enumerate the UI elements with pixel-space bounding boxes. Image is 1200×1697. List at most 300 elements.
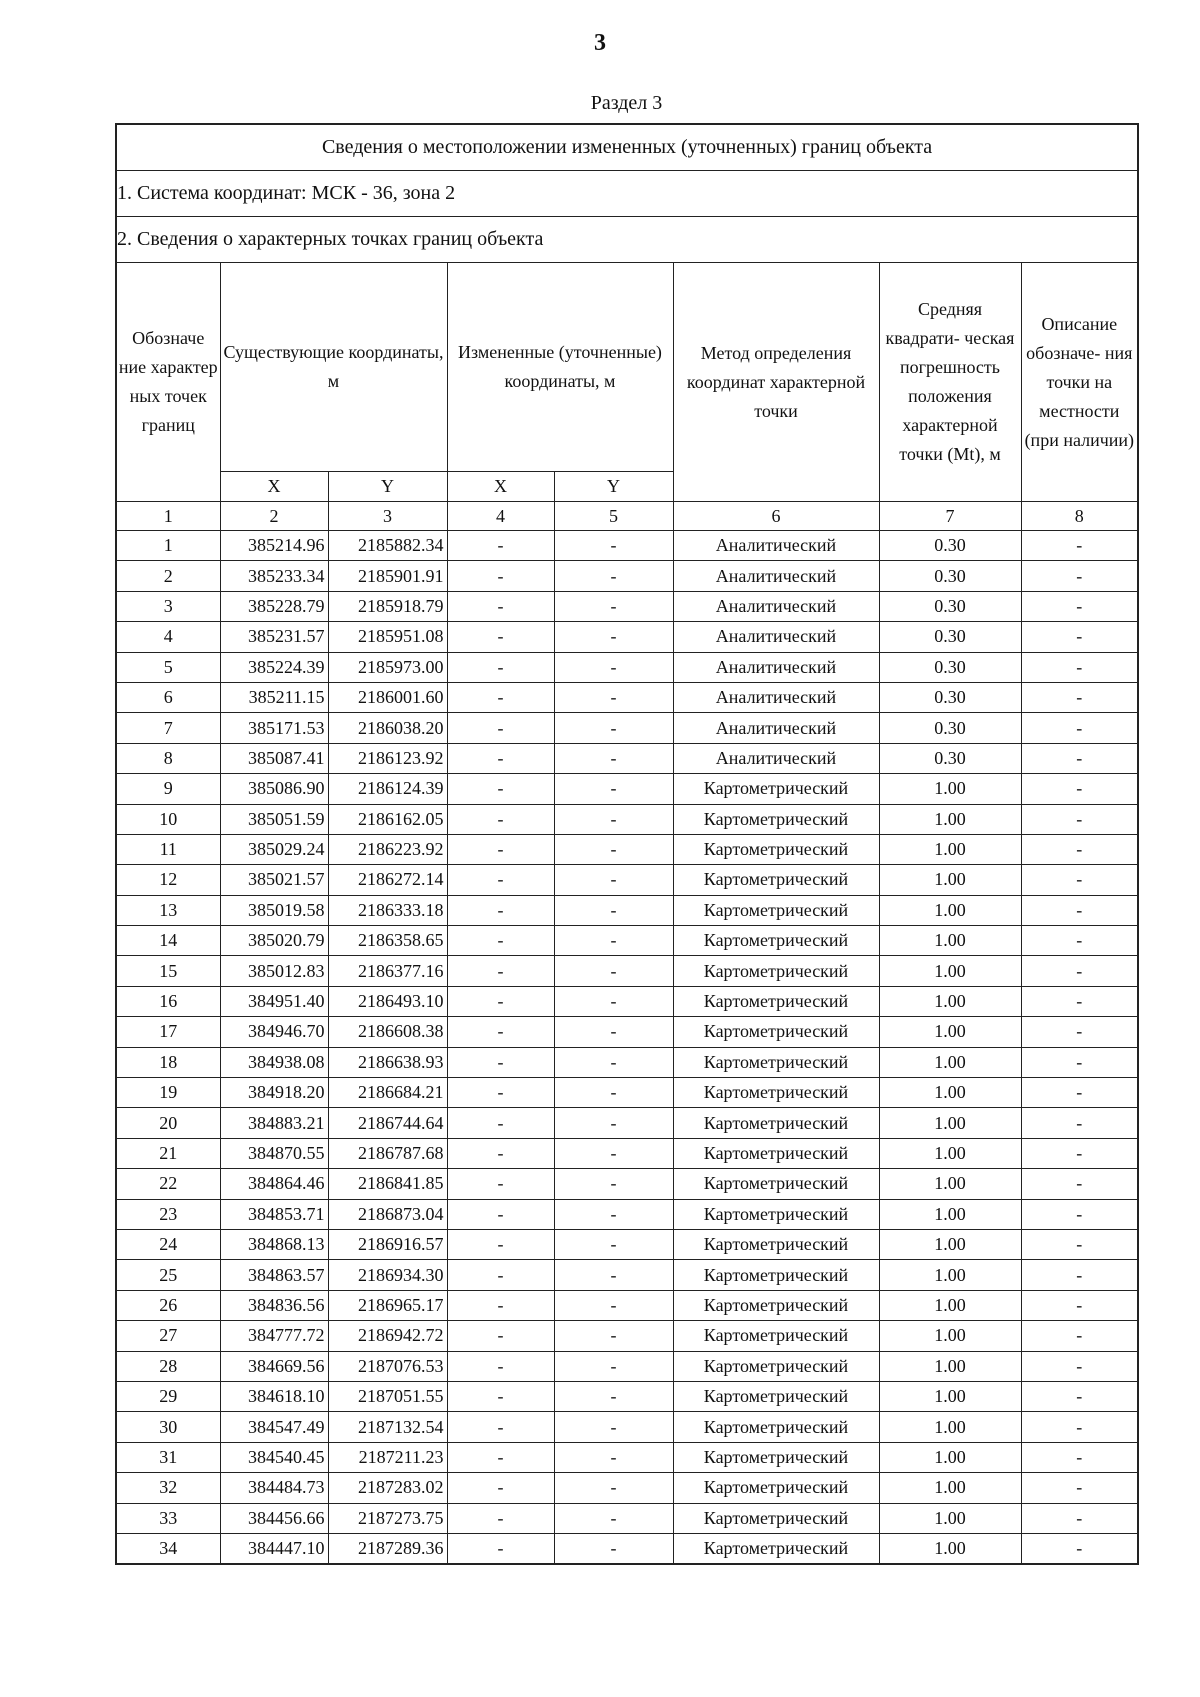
changed-y-cell: -: [554, 682, 673, 712]
table-row: [116, 1290, 1138, 1320]
mean-square-error-cell: 1.00: [879, 1047, 1021, 1077]
table-row: [116, 652, 1138, 682]
mean-square-error-cell: 1.00: [879, 774, 1021, 804]
header-point-description: Описание обозначе- ния точки на местности (при наличии): [1021, 263, 1138, 502]
existing-x-cell: 384484.73: [220, 1473, 328, 1503]
existing-y-cell: 2186333.18: [328, 895, 447, 925]
method-cell: Аналитический: [673, 652, 879, 682]
point-description-cell: -: [1021, 865, 1138, 895]
point-description-cell: -: [1021, 1412, 1138, 1442]
point-number-cell: 15: [116, 956, 220, 986]
mean-square-error-cell: 0.30: [879, 591, 1021, 621]
table-row: [116, 986, 1138, 1016]
point-description-cell: -: [1021, 1138, 1138, 1168]
method-cell: Картометрический: [673, 865, 879, 895]
existing-y-cell: 2186787.68: [328, 1138, 447, 1168]
changed-x-cell: -: [447, 1412, 554, 1442]
table-row: [116, 1321, 1138, 1351]
point-number-cell: 2: [116, 561, 220, 591]
changed-x-cell: -: [447, 591, 554, 621]
existing-y-cell: 2185901.91: [328, 561, 447, 591]
existing-x-cell: 384618.10: [220, 1381, 328, 1411]
existing-x-cell: 384547.49: [220, 1412, 328, 1442]
changed-x-cell: -: [447, 1473, 554, 1503]
existing-x-cell: 385231.57: [220, 622, 328, 652]
table-row: [116, 865, 1138, 895]
existing-y-cell: 2186934.30: [328, 1260, 447, 1290]
changed-y-cell: -: [554, 1169, 673, 1199]
point-description-cell: -: [1021, 1047, 1138, 1077]
changed-y-cell: -: [554, 1503, 673, 1533]
table-row: [116, 1381, 1138, 1411]
existing-y-cell: 2186841.85: [328, 1169, 447, 1199]
existing-y-cell: 2186965.17: [328, 1290, 447, 1320]
point-number-cell: 12: [116, 865, 220, 895]
method-cell: Картометрический: [673, 1381, 879, 1411]
point-number-cell: 34: [116, 1533, 220, 1564]
table-body: [116, 531, 1138, 1565]
mean-square-error-cell: 0.30: [879, 743, 1021, 773]
header-existing-coordinates: Существующие координаты, м: [220, 263, 447, 472]
method-cell: Аналитический: [673, 713, 879, 743]
mean-square-error-cell: 1.00: [879, 1260, 1021, 1290]
table-row: [116, 1533, 1138, 1564]
existing-x-cell: 384853.71: [220, 1199, 328, 1229]
table-row: [116, 622, 1138, 652]
point-number-cell: 16: [116, 986, 220, 1016]
existing-y-cell: 2186638.93: [328, 1047, 447, 1077]
table-row: [116, 531, 1138, 561]
header-changed-x: X: [447, 472, 554, 502]
changed-y-cell: -: [554, 591, 673, 621]
changed-x-cell: -: [447, 1078, 554, 1108]
table-row: [116, 1047, 1138, 1077]
existing-x-cell: 384883.21: [220, 1108, 328, 1138]
point-number-cell: 25: [116, 1260, 220, 1290]
method-cell: Картометрический: [673, 1108, 879, 1138]
mean-square-error-cell: 1.00: [879, 1017, 1021, 1047]
mean-square-error-cell: 0.30: [879, 652, 1021, 682]
changed-x-cell: -: [447, 1260, 554, 1290]
existing-y-cell: 2186493.10: [328, 986, 447, 1016]
changed-x-cell: -: [447, 986, 554, 1016]
table-row: [116, 804, 1138, 834]
point-description-cell: -: [1021, 652, 1138, 682]
changed-x-cell: -: [447, 774, 554, 804]
changed-y-cell: -: [554, 1533, 673, 1564]
point-number-cell: 29: [116, 1381, 220, 1411]
existing-x-cell: 385051.59: [220, 804, 328, 834]
existing-y-cell: 2185951.08: [328, 622, 447, 652]
changed-y-cell: -: [554, 561, 673, 591]
changed-y-cell: -: [554, 1473, 673, 1503]
table-row: [116, 1503, 1138, 1533]
column-number: 2: [220, 502, 328, 531]
existing-x-cell: 385224.39: [220, 652, 328, 682]
existing-y-cell: 2187051.55: [328, 1381, 447, 1411]
method-cell: Картометрический: [673, 1229, 879, 1259]
existing-x-cell: 385228.79: [220, 591, 328, 621]
table-row: [116, 1260, 1138, 1290]
method-cell: Картометрический: [673, 1169, 879, 1199]
changed-y-cell: -: [554, 1321, 673, 1351]
changed-y-cell: -: [554, 834, 673, 864]
changed-y-cell: -: [554, 1108, 673, 1138]
changed-y-cell: -: [554, 1260, 673, 1290]
point-description-cell: -: [1021, 1017, 1138, 1047]
mean-square-error-cell: 1.00: [879, 1412, 1021, 1442]
mean-square-error-cell: 1.00: [879, 1229, 1021, 1259]
existing-y-cell: 2185882.34: [328, 531, 447, 561]
table-row: [116, 1229, 1138, 1259]
method-cell: Картометрический: [673, 1351, 879, 1381]
existing-x-cell: 385233.34: [220, 561, 328, 591]
method-cell: Аналитический: [673, 561, 879, 591]
existing-y-cell: 2186873.04: [328, 1199, 447, 1229]
point-number-cell: 33: [116, 1503, 220, 1533]
existing-x-cell: 384938.08: [220, 1047, 328, 1077]
point-description-cell: -: [1021, 834, 1138, 864]
existing-x-cell: 385012.83: [220, 956, 328, 986]
changed-x-cell: -: [447, 1503, 554, 1533]
column-number: 1: [116, 502, 220, 531]
point-number-cell: 18: [116, 1047, 220, 1077]
mean-square-error-cell: 1.00: [879, 1381, 1021, 1411]
point-description-cell: -: [1021, 1169, 1138, 1199]
changed-y-cell: -: [554, 622, 673, 652]
page-number: 3: [594, 30, 606, 56]
table-row: [116, 591, 1138, 621]
point-number-cell: 6: [116, 682, 220, 712]
changed-x-cell: -: [447, 713, 554, 743]
changed-y-cell: -: [554, 713, 673, 743]
method-cell: Картометрический: [673, 1138, 879, 1168]
mean-square-error-cell: 1.00: [879, 1290, 1021, 1320]
point-number-cell: 31: [116, 1442, 220, 1472]
point-number-cell: 20: [116, 1108, 220, 1138]
point-description-cell: -: [1021, 956, 1138, 986]
table-row: [116, 1017, 1138, 1047]
point-number-cell: 10: [116, 804, 220, 834]
changed-x-cell: -: [447, 1290, 554, 1320]
table-row: [116, 1473, 1138, 1503]
point-number-cell: 17: [116, 1017, 220, 1047]
table-row: [116, 561, 1138, 591]
existing-y-cell: 2187132.54: [328, 1412, 447, 1442]
point-number-cell: 21: [116, 1138, 220, 1168]
existing-y-cell: 2186123.92: [328, 743, 447, 773]
column-number: 4: [447, 502, 554, 531]
existing-y-cell: 2186162.05: [328, 804, 447, 834]
column-number: 3: [328, 502, 447, 531]
method-cell: Картометрический: [673, 1017, 879, 1047]
point-number-cell: 30: [116, 1412, 220, 1442]
point-number-cell: 13: [116, 895, 220, 925]
point-description-cell: -: [1021, 682, 1138, 712]
table-row: [116, 1108, 1138, 1138]
table-row: [116, 682, 1138, 712]
changed-x-cell: -: [447, 1169, 554, 1199]
mean-square-error-cell: 0.30: [879, 561, 1021, 591]
point-number-cell: 32: [116, 1473, 220, 1503]
changed-y-cell: -: [554, 1442, 673, 1472]
point-number-cell: 14: [116, 926, 220, 956]
existing-y-cell: 2186916.57: [328, 1229, 447, 1259]
existing-x-cell: 385214.96: [220, 531, 328, 561]
method-cell: Картометрический: [673, 804, 879, 834]
existing-x-cell: 384951.40: [220, 986, 328, 1016]
header-existing-x: X: [220, 472, 328, 502]
changed-y-cell: -: [554, 865, 673, 895]
existing-x-cell: 385019.58: [220, 895, 328, 925]
changed-x-cell: -: [447, 1533, 554, 1564]
point-number-cell: 27: [116, 1321, 220, 1351]
changed-x-cell: -: [447, 622, 554, 652]
changed-y-cell: -: [554, 1351, 673, 1381]
existing-y-cell: 2185918.79: [328, 591, 447, 621]
method-cell: Картометрический: [673, 1533, 879, 1564]
table-title: Сведения о местоположении измененных (уточненных) границ объекта: [116, 124, 1138, 171]
table-row: [116, 1138, 1138, 1168]
mean-square-error-cell: 1.00: [879, 1533, 1021, 1564]
point-number-cell: 11: [116, 834, 220, 864]
mean-square-error-cell: 1.00: [879, 926, 1021, 956]
point-description-cell: -: [1021, 1290, 1138, 1320]
existing-x-cell: 385021.57: [220, 865, 328, 895]
changed-y-cell: -: [554, 774, 673, 804]
point-description-cell: -: [1021, 774, 1138, 804]
existing-x-cell: 384836.56: [220, 1290, 328, 1320]
table-row: [116, 713, 1138, 743]
column-number: 5: [554, 502, 673, 531]
changed-x-cell: -: [447, 804, 554, 834]
point-number-cell: 1: [116, 531, 220, 561]
method-cell: Картометрический: [673, 926, 879, 956]
point-description-cell: -: [1021, 1381, 1138, 1411]
existing-y-cell: 2186124.39: [328, 774, 447, 804]
point-description-cell: -: [1021, 986, 1138, 1016]
existing-x-cell: 384868.13: [220, 1229, 328, 1259]
method-cell: Картометрический: [673, 834, 879, 864]
method-cell: Картометрический: [673, 956, 879, 986]
existing-y-cell: 2186223.92: [328, 834, 447, 864]
point-number-cell: 22: [116, 1169, 220, 1199]
changed-x-cell: -: [447, 652, 554, 682]
mean-square-error-cell: 0.30: [879, 682, 1021, 712]
existing-y-cell: 2187211.23: [328, 1442, 447, 1472]
column-number: 8: [1021, 502, 1138, 531]
point-number-cell: 26: [116, 1290, 220, 1320]
point-description-cell: -: [1021, 591, 1138, 621]
changed-y-cell: -: [554, 1290, 673, 1320]
changed-y-cell: -: [554, 1047, 673, 1077]
point-description-cell: -: [1021, 622, 1138, 652]
header-point-designation: Обозначе ние характер ных точек границ: [116, 263, 220, 502]
mean-square-error-cell: 1.00: [879, 1108, 1021, 1138]
existing-y-cell: 2186272.14: [328, 865, 447, 895]
method-cell: Аналитический: [673, 622, 879, 652]
changed-x-cell: -: [447, 561, 554, 591]
point-number-cell: 23: [116, 1199, 220, 1229]
existing-x-cell: 384669.56: [220, 1351, 328, 1381]
changed-x-cell: -: [447, 1017, 554, 1047]
column-number: 7: [879, 502, 1021, 531]
changed-x-cell: -: [447, 743, 554, 773]
mean-square-error-cell: 0.30: [879, 531, 1021, 561]
point-number-cell: 4: [116, 622, 220, 652]
table-row: [116, 926, 1138, 956]
point-description-cell: -: [1021, 804, 1138, 834]
mean-square-error-cell: 1.00: [879, 834, 1021, 864]
method-cell: Аналитический: [673, 682, 879, 712]
table-row: [116, 743, 1138, 773]
table-row: [116, 1442, 1138, 1472]
changed-y-cell: -: [554, 531, 673, 561]
changed-y-cell: -: [554, 743, 673, 773]
changed-y-cell: -: [554, 804, 673, 834]
points-heading: 2. Сведения о характерных точках границ объекта: [116, 217, 1138, 263]
existing-x-cell: 384864.46: [220, 1169, 328, 1199]
boundary-points-table: [115, 123, 1139, 1565]
point-number-cell: 5: [116, 652, 220, 682]
method-cell: Картометрический: [673, 895, 879, 925]
point-description-cell: -: [1021, 1078, 1138, 1108]
changed-x-cell: -: [447, 1351, 554, 1381]
changed-x-cell: -: [447, 834, 554, 864]
mean-square-error-cell: 1.00: [879, 895, 1021, 925]
changed-y-cell: -: [554, 1199, 673, 1229]
point-number-cell: 19: [116, 1078, 220, 1108]
point-number-cell: 24: [116, 1229, 220, 1259]
existing-x-cell: 385171.53: [220, 713, 328, 743]
changed-y-cell: -: [554, 1412, 673, 1442]
table-row: [116, 895, 1138, 925]
existing-x-cell: 385086.90: [220, 774, 328, 804]
existing-y-cell: 2187273.75: [328, 1503, 447, 1533]
mean-square-error-cell: 1.00: [879, 1169, 1021, 1199]
point-description-cell: -: [1021, 1108, 1138, 1138]
changed-x-cell: -: [447, 926, 554, 956]
mean-square-error-cell: 1.00: [879, 1138, 1021, 1168]
existing-x-cell: 384540.45: [220, 1442, 328, 1472]
header-existing-y: Y: [328, 472, 447, 502]
point-description-cell: -: [1021, 1503, 1138, 1533]
mean-square-error-cell: 1.00: [879, 1321, 1021, 1351]
point-description-cell: -: [1021, 713, 1138, 743]
existing-y-cell: 2187289.36: [328, 1533, 447, 1564]
method-cell: Картометрический: [673, 1290, 879, 1320]
changed-y-cell: -: [554, 956, 673, 986]
method-cell: Картометрический: [673, 1321, 879, 1351]
existing-x-cell: 384447.10: [220, 1533, 328, 1564]
method-cell: Картометрический: [673, 1473, 879, 1503]
point-number-cell: 8: [116, 743, 220, 773]
method-cell: Картометрический: [673, 1047, 879, 1077]
existing-x-cell: 384946.70: [220, 1017, 328, 1047]
point-description-cell: -: [1021, 743, 1138, 773]
header-method: Метод определения координат характерной точки: [673, 263, 879, 502]
existing-x-cell: 384918.20: [220, 1078, 328, 1108]
point-description-cell: -: [1021, 1473, 1138, 1503]
point-description-cell: -: [1021, 1260, 1138, 1290]
changed-y-cell: -: [554, 1017, 673, 1047]
method-cell: Аналитический: [673, 743, 879, 773]
method-cell: Картометрический: [673, 1078, 879, 1108]
changed-x-cell: -: [447, 1321, 554, 1351]
table-row: [116, 1169, 1138, 1199]
existing-y-cell: 2186001.60: [328, 682, 447, 712]
mean-square-error-cell: 1.00: [879, 1442, 1021, 1472]
existing-y-cell: 2187283.02: [328, 1473, 447, 1503]
table-row: [116, 774, 1138, 804]
method-cell: Картометрический: [673, 774, 879, 804]
point-description-cell: -: [1021, 1351, 1138, 1381]
existing-x-cell: 384870.55: [220, 1138, 328, 1168]
method-cell: Картометрический: [673, 1260, 879, 1290]
point-number-cell: 3: [116, 591, 220, 621]
method-cell: Аналитический: [673, 531, 879, 561]
mean-square-error-cell: 1.00: [879, 1473, 1021, 1503]
point-description-cell: -: [1021, 561, 1138, 591]
point-number-cell: 9: [116, 774, 220, 804]
column-number-row: [116, 502, 1138, 531]
table-row: [116, 1412, 1138, 1442]
changed-y-cell: -: [554, 1381, 673, 1411]
header-changed-coordinates: Измененные (уточненные) координаты, м: [447, 263, 673, 472]
existing-y-cell: 2186684.21: [328, 1078, 447, 1108]
changed-x-cell: -: [447, 865, 554, 895]
mean-square-error-cell: 1.00: [879, 804, 1021, 834]
point-description-cell: -: [1021, 895, 1138, 925]
changed-x-cell: -: [447, 1229, 554, 1259]
mean-square-error-cell: 1.00: [879, 986, 1021, 1016]
changed-x-cell: -: [447, 1108, 554, 1138]
method-cell: Аналитический: [673, 591, 879, 621]
point-description-cell: -: [1021, 531, 1138, 561]
mean-square-error-cell: 1.00: [879, 1503, 1021, 1533]
existing-x-cell: 385211.15: [220, 682, 328, 712]
point-description-cell: -: [1021, 1199, 1138, 1229]
existing-x-cell: 384777.72: [220, 1321, 328, 1351]
changed-x-cell: -: [447, 1442, 554, 1472]
existing-y-cell: 2186608.38: [328, 1017, 447, 1047]
table-row: [116, 1078, 1138, 1108]
changed-y-cell: -: [554, 895, 673, 925]
section-title: Раздел 3: [590, 92, 663, 114]
point-number-cell: 28: [116, 1351, 220, 1381]
table-row: [116, 1351, 1138, 1381]
method-cell: Картометрический: [673, 1442, 879, 1472]
point-description-cell: -: [1021, 926, 1138, 956]
method-cell: Картометрический: [673, 1503, 879, 1533]
mean-square-error-cell: 1.00: [879, 1199, 1021, 1229]
existing-y-cell: 2186744.64: [328, 1108, 447, 1138]
table-row: [116, 956, 1138, 986]
point-description-cell: -: [1021, 1229, 1138, 1259]
mean-square-error-cell: 1.00: [879, 956, 1021, 986]
changed-y-cell: -: [554, 652, 673, 682]
point-number-cell: 7: [116, 713, 220, 743]
table-row: [116, 834, 1138, 864]
changed-x-cell: -: [447, 1047, 554, 1077]
existing-x-cell: 384456.66: [220, 1503, 328, 1533]
changed-x-cell: -: [447, 956, 554, 986]
table-row: [116, 1199, 1138, 1229]
changed-y-cell: -: [554, 1229, 673, 1259]
header-mean-square-error: Средняя квадрати- ческая погрешность положения характерной точки (Mt), м: [879, 263, 1021, 502]
header-changed-y: Y: [554, 472, 673, 502]
mean-square-error-cell: 0.30: [879, 622, 1021, 652]
